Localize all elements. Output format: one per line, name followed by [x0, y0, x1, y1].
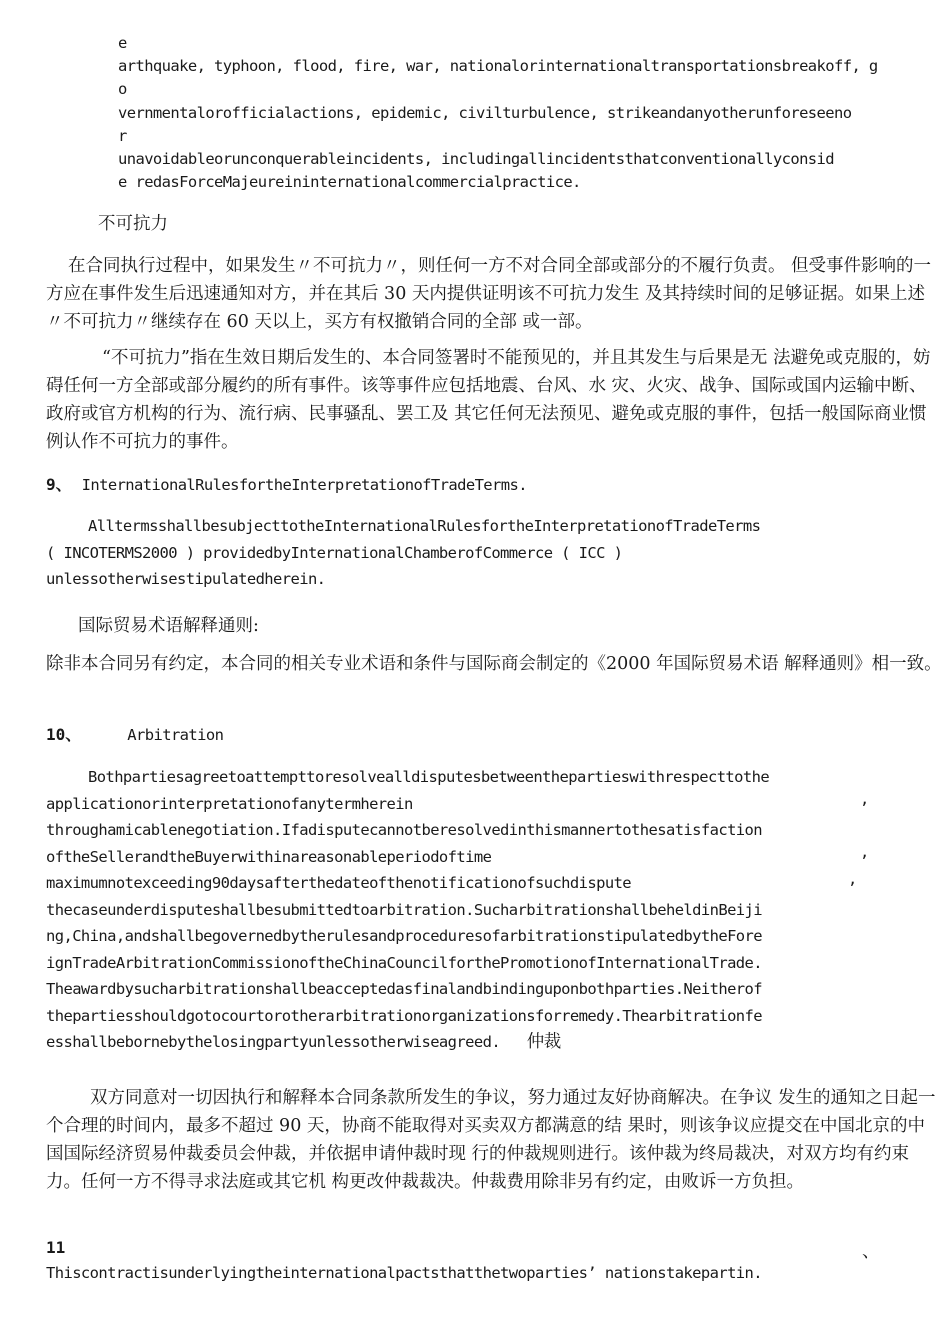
- text-line: e redasForceMajeureininternationalcommercialpractice.: [118, 173, 581, 192]
- text-line: Bothpartiesagreetoattempttoresolvealldisputesbetweenthepartieswithrespecttothe: [88, 768, 770, 786]
- text-line: thecaseunderdisputeshallbesubmittedtoarbitration.SucharbitrationshallbeheldinBeiji: [46, 900, 763, 919]
- clause-9-cn-heading: 国际贸易术语解释通则:: [78, 616, 259, 636]
- force-majeure-cn-paragraph-1: 在合同执行过程中，如果发生〃不可抗力〃，则任何一方不对合同全部或部分的不履行负责。 但受事件影响的一方应在事件发生后迅速通知对方，并在其后 30 天内提供证明该不可抗力发生 及其持续时间的足够证据。如果上述〃不可抗力〃继续存在 60 天以上，买方有权撤销合同的全部 或一部。: [46, 256, 932, 332]
- text-line: unlessotherwisestipulatedherein.: [46, 570, 326, 588]
- clause-11-number: 11: [46, 1238, 66, 1257]
- force-majeure-english-text: [118, 32, 878, 194]
- text-line: applicationorinterpretationofanytermherein: [46, 794, 413, 813]
- text-line: arthquake, typhoon, flood, fire, war, nationalorinternationaltransportationsbreakoff, g: [118, 57, 878, 76]
- text-line: o: [118, 80, 127, 99]
- clause-9-english-body: [46, 513, 760, 593]
- clause-title: InternationalRulesfortheInterpretationofTradeTerms.: [81, 476, 527, 494]
- text-line: unavoidableorunconquerableincidents, includingallincidentsthatconventionallyconsid: [118, 150, 835, 169]
- clause-10-english-body: [46, 764, 769, 1056]
- text-line: throughamicablenegotiation.Ifadisputecannotberesolvedinthismannertothesatisfaction: [46, 821, 763, 839]
- text-line: maximumnotexceeding90daysafterthedateofthenotificationofsuchdispute: [46, 874, 632, 892]
- text-line: r: [118, 126, 127, 145]
- text-line: thepartiesshouldgotocourtorotherarbitrationorganizationsforremedy.Thearbitrationfe: [46, 1006, 763, 1025]
- text-line: oftheSellerandtheBuyerwithinareasonableperiodoftime: [46, 847, 492, 866]
- text-line: [46, 1029, 769, 1056]
- force-majeure-cn-heading: 不可抗力: [98, 214, 168, 234]
- trailing-comma: ,: [860, 843, 869, 861]
- trailing-comma: ,: [848, 870, 857, 888]
- clause-number: 9、: [46, 475, 72, 494]
- text-line: Theawardbysucharbitrationshallbeacceptedasfinalandbindinguponbothparties.Neitherof: [46, 980, 763, 998]
- clause-9-cn-body: 除非本合同另有约定，本合同的相关专业术语和条件与国际商会制定的《2000 年国际贸易术语 解释通则》相一致。: [46, 654, 942, 674]
- clause-10-heading: [46, 722, 223, 745]
- trailing-comma: ,: [860, 790, 869, 808]
- clause-title: Arbitration: [127, 726, 224, 744]
- clause-number: 10、: [46, 725, 82, 744]
- clause-9-heading: [46, 472, 527, 495]
- text-line: AlltermsshallbesubjecttotheInternationalRulesfortheInterpretationofTradeTerms: [88, 517, 761, 535]
- clause-11-body: Thiscontractisunderlyingtheinternationalpactsthatthetwoparties’ nationstakepartin.: [46, 1264, 763, 1282]
- text-line: e: [118, 34, 127, 52]
- text-line: vernmentalorofficialactions, epidemic, civilturbulence, strikeandanyotherunforeseeno: [118, 103, 852, 122]
- clause-11-mark: 、: [862, 1242, 880, 1262]
- text-line: ng,China,andshallbegovernedbytherulesandproceduresofarbitrationstipulatedbytheFore: [46, 927, 763, 945]
- clause-10-cn-heading: 仲裁: [526, 1032, 561, 1052]
- text-line-end: esshallbebornebythelosingpartyunlessotherwiseagreed.: [46, 1033, 501, 1051]
- text-line: ( INCOTERMS2000 ) providedbyInternationalChamberofCommerce ( ICC ): [46, 543, 623, 562]
- clause-10-cn-body: 双方同意对一切因执行和解释本合同条款所发生的争议，努力通过友好协商解决。在争议 发生的通知之日起一个合理的时间内，最多不超过 90 天，协商不能取得对买卖双方都满意的结 果时，则该争议应提交在中国北京的中国国际经济贸易仲裁委员会仲裁，并依据申请仲裁时现 行的仲裁规则进行。该仲裁为终局裁决，对双方均有约束力。任何一方不得寻求法庭或其它机 构更改仲裁裁决。仲裁费用除非另有约定，由败诉一方负担。: [46, 1088, 936, 1192]
- force-majeure-cn-paragraph-2: “不可抗力”指在生效日期后发生的、本合同签署时不能预见的，并且其发生与后果是无 法避免或克服的，妨碍任何一方全部或部分履约的所有事件。该等事件应包括地震、台风、水 灾、火灾、战争、国际或国内运输中断、政府或官方机构的行为、流行病、民事骚乱、罢工及 其它任何无法预见、避免或克服的事件，包括一般国际商业惯例认作不可抗力的事件。: [46, 348, 931, 452]
- text-line: ignTradeArbitrationCommissionoftheChinaCouncilforthePromotionofInternationalTrade.: [46, 953, 763, 972]
